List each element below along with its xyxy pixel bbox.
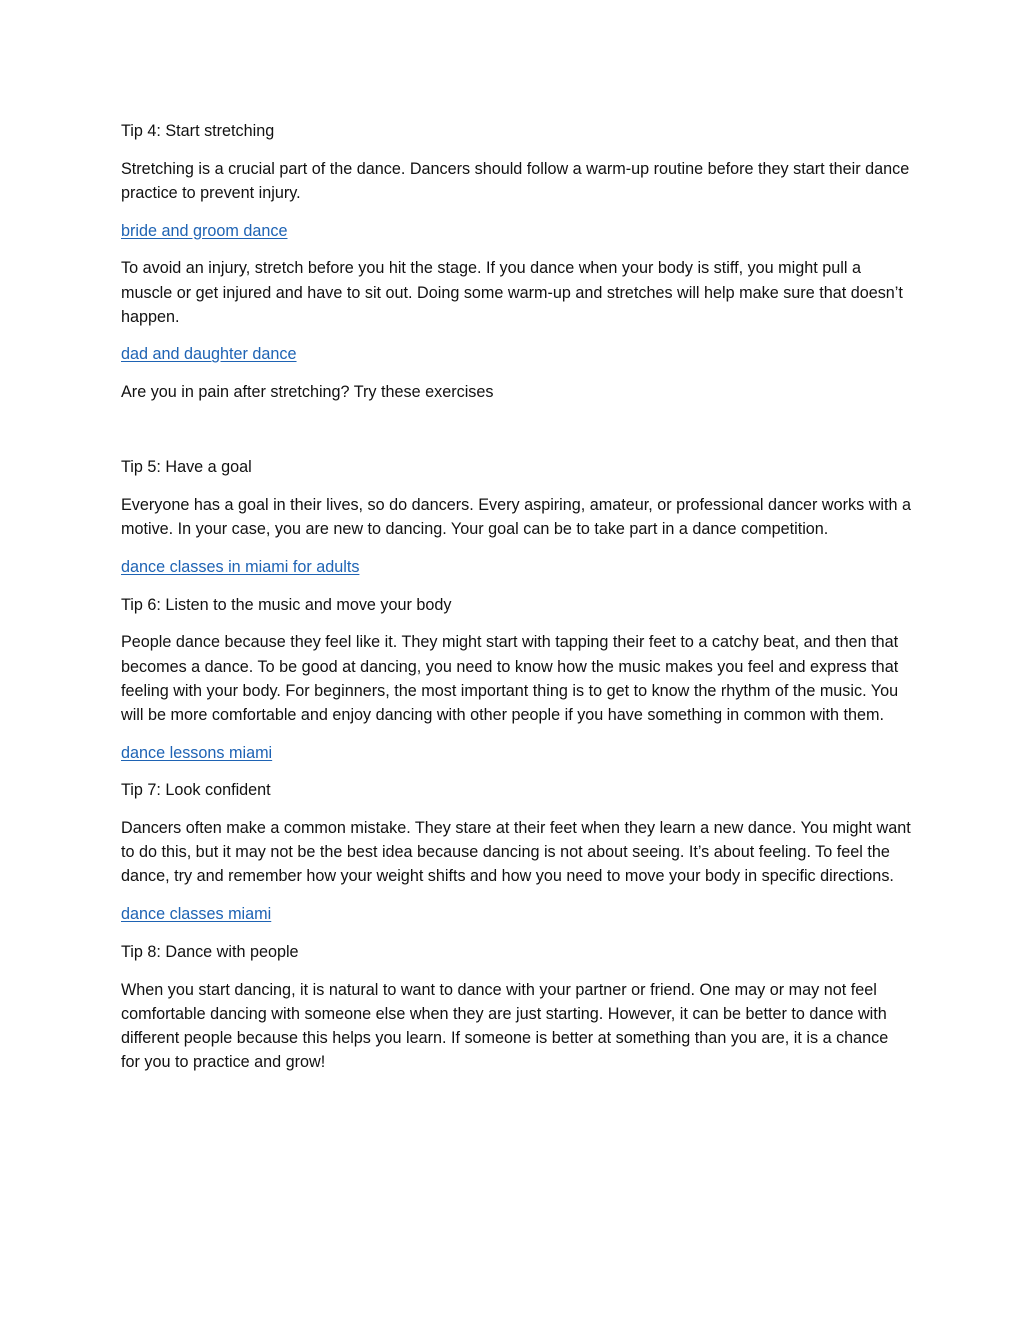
tip-6-paragraph: People dance because they feel like it. They might start with tapping their feet to a catchy beat, and then that becomes a dance. To be good at dancing, you need to know how the music makes you feel and express that feeling with your body. For beginners, the most important thing is to get to know the rhythm of the music. You will be more comfortable and enjoy dancing with other people if you have something in common with them. xyxy=(121,633,899,724)
tip-4-paragraph-3: Are you in pain after stretching? Try these exercises xyxy=(121,383,494,402)
tip-7-heading: Tip 7: Look confident xyxy=(121,781,271,800)
link-paragraph xyxy=(121,741,911,765)
blank-line xyxy=(121,418,911,456)
dad-and-daughter-dance-link[interactable]: dad and daughter dance xyxy=(121,345,297,364)
link-paragraph xyxy=(121,219,911,243)
link-paragraph xyxy=(121,342,911,366)
tip-6-heading: Tip 6: Listen to the music and move your body xyxy=(121,595,452,614)
link-paragraph xyxy=(121,555,911,579)
dance-lessons-miami-link[interactable]: dance lessons miami xyxy=(121,743,273,762)
link-paragraph xyxy=(121,902,911,926)
document-body xyxy=(121,119,911,1088)
dance-classes-in-miami-for-adults-link[interactable]: dance classes in miami for adults xyxy=(121,557,360,576)
tip-5-paragraph: Everyone has a goal in their lives, so do dancers. Every aspiring, amateur, or professional dancer works with a motive. In your case, you are new to dancing. Your goal can be to take part in a dance competition. xyxy=(121,496,911,539)
tip-8-heading: Tip 8: Dance with people xyxy=(121,942,299,961)
tip-4-paragraph-2: To avoid an injury, stretch before you hit the stage. If you dance when your body is stiff, you might pull a muscle or get injured and have to sit out. Doing some warm-up and stretches will help make sure that doesn’t happen. xyxy=(121,259,903,326)
tip-5-heading: Tip 5: Have a goal xyxy=(121,458,252,477)
tip-4-paragraph-1: Stretching is a crucial part of the dance. Dancers should follow a warm-up routine before they start their dance practice to prevent injury. xyxy=(121,159,910,202)
bride-and-groom-dance-link[interactable]: bride and groom dance xyxy=(121,221,288,240)
tip-4-heading: Tip 4: Start stretching xyxy=(121,122,275,140)
tip-8-paragraph: When you start dancing, it is natural to want to dance with your partner or friend. One may or may not feel comfortable dancing with someone else when they are just starting. However, it can be better to dance with different people because this helps you learn. If someone is better at something than you are, it is a chance for you to practice and grow! xyxy=(121,980,889,1072)
tip-7-paragraph: Dancers often make a common mistake. They stare at their feet when they learn a new dance. You might want to do this, but it may not be the best idea because dancing is not about seeing. It’s about feeling. To feel the dance, try and remember how your weight shifts and how you need to move your body in specific directions. xyxy=(121,819,911,886)
dance-classes-miami-link[interactable]: dance classes miami xyxy=(121,905,272,924)
